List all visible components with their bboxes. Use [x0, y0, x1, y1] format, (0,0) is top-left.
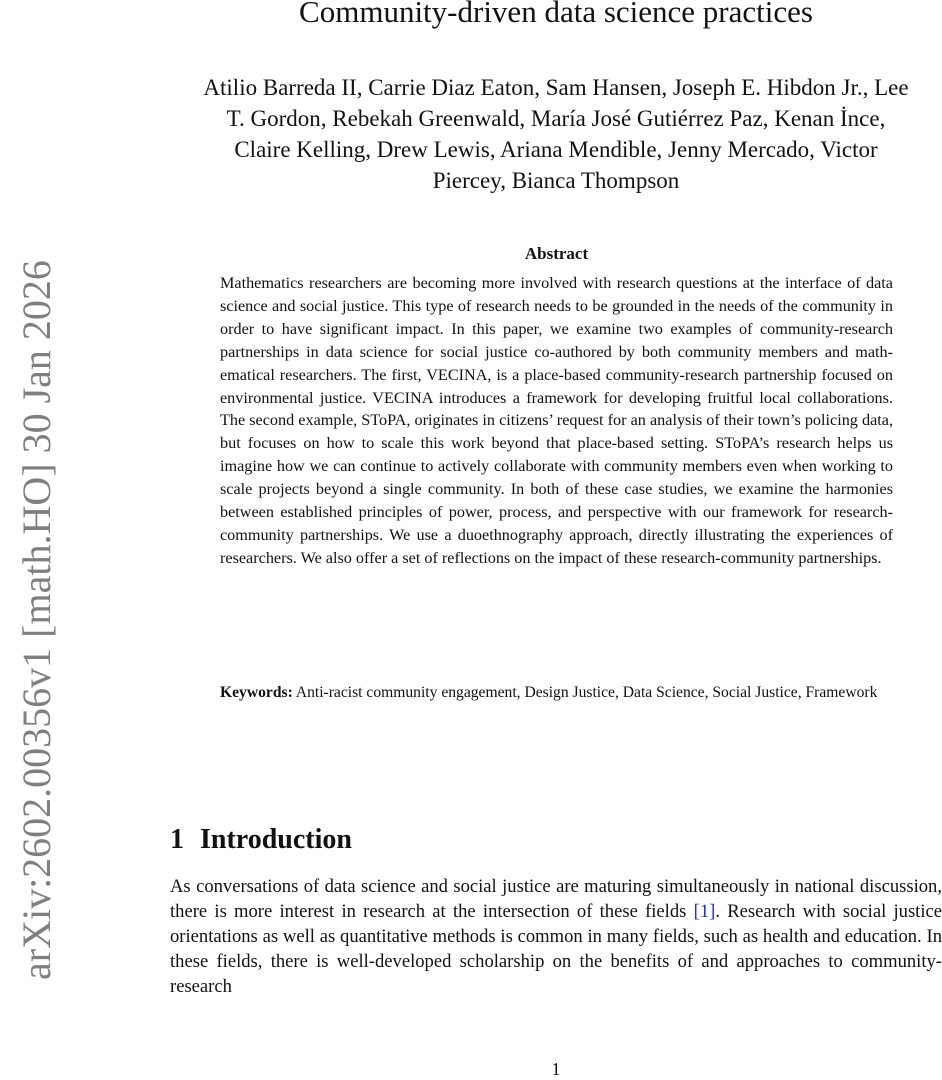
citation-link[interactable]: [1] — [693, 901, 716, 922]
paper-title: Community-driven data science practices — [299, 0, 813, 29]
abstract-body: Mathematics researchers are becoming more involved with research questions at the interface of data science and social justice. This type of research needs to be grounded in the needs of the community in order to have significant impact. In this paper, we examine two examples of community-research partnerships in data science for social justice co-authored by both community members and mathematical researchers. The first, VECINA, is a place-based community-research partnership focused on environmental justice. VECINA introduces a framework for developing fruitful local collaborations. The second example, SToPA, originates in citizens’ request for an analysis of their town’s policing data, but focuses on how to scale this work beyond that place-based setting. SToPA’s research helps us imagine how we can continue to actively collaborate with community members even when working to scale projects beyond a single community. In both of these case studies, we examine the harmonies between established principles of power, process, and perspective with our framework for research-community partnerships. We use a duoethnography approach, directly illustrating the experiences of researchers. We also offer a set of reflections on the impact of these research-community partnerships. — [220, 274, 893, 567]
introduction-paragraph — [170, 874, 942, 999]
intro-text-start: As conversations of data science and social justice are maturing simultaneously in national discussion, there is more interest in research at the intersection of these fields — [170, 876, 942, 922]
section-title: Introduction — [200, 824, 352, 855]
section-number: 1 — [170, 824, 184, 855]
section-heading-introduction — [170, 822, 352, 858]
abstract-heading: Abstract — [524, 244, 589, 263]
page-number: 1 — [551, 1059, 561, 1079]
keywords — [220, 682, 893, 703]
arxiv-sidebar-stamp — [0, 0, 60, 1076]
keywords-text: Anti-racist community engagement, Design Justice, Data Science, Social Justice, Framework — [295, 684, 878, 701]
author-list: Atilio Barreda II, Carrie Diaz Eaton, Sam Hansen, Joseph E. Hibdon Jr., Lee T. Gordon, Rebekah Greenwald, María José Gutiérrez Paz, Kenan İnce, Claire Kelling, Drew Lewis, Ariana Mendible, Jenny Mercado, Victor Piercey, Bianca Thompson — [203, 75, 909, 193]
intro-text-end: . Research with social justice orientations as well as quantitative methods is common in many fields, such as health and education. In these fields, there is well-developed scholarship on the benefits of and approaches to community-research — [170, 901, 942, 997]
arxiv-identifier: arXiv:2602.00356v1 [math.HO] 30 Jan 2026 — [14, 260, 59, 980]
keywords-label: Keywords: — [220, 684, 293, 701]
